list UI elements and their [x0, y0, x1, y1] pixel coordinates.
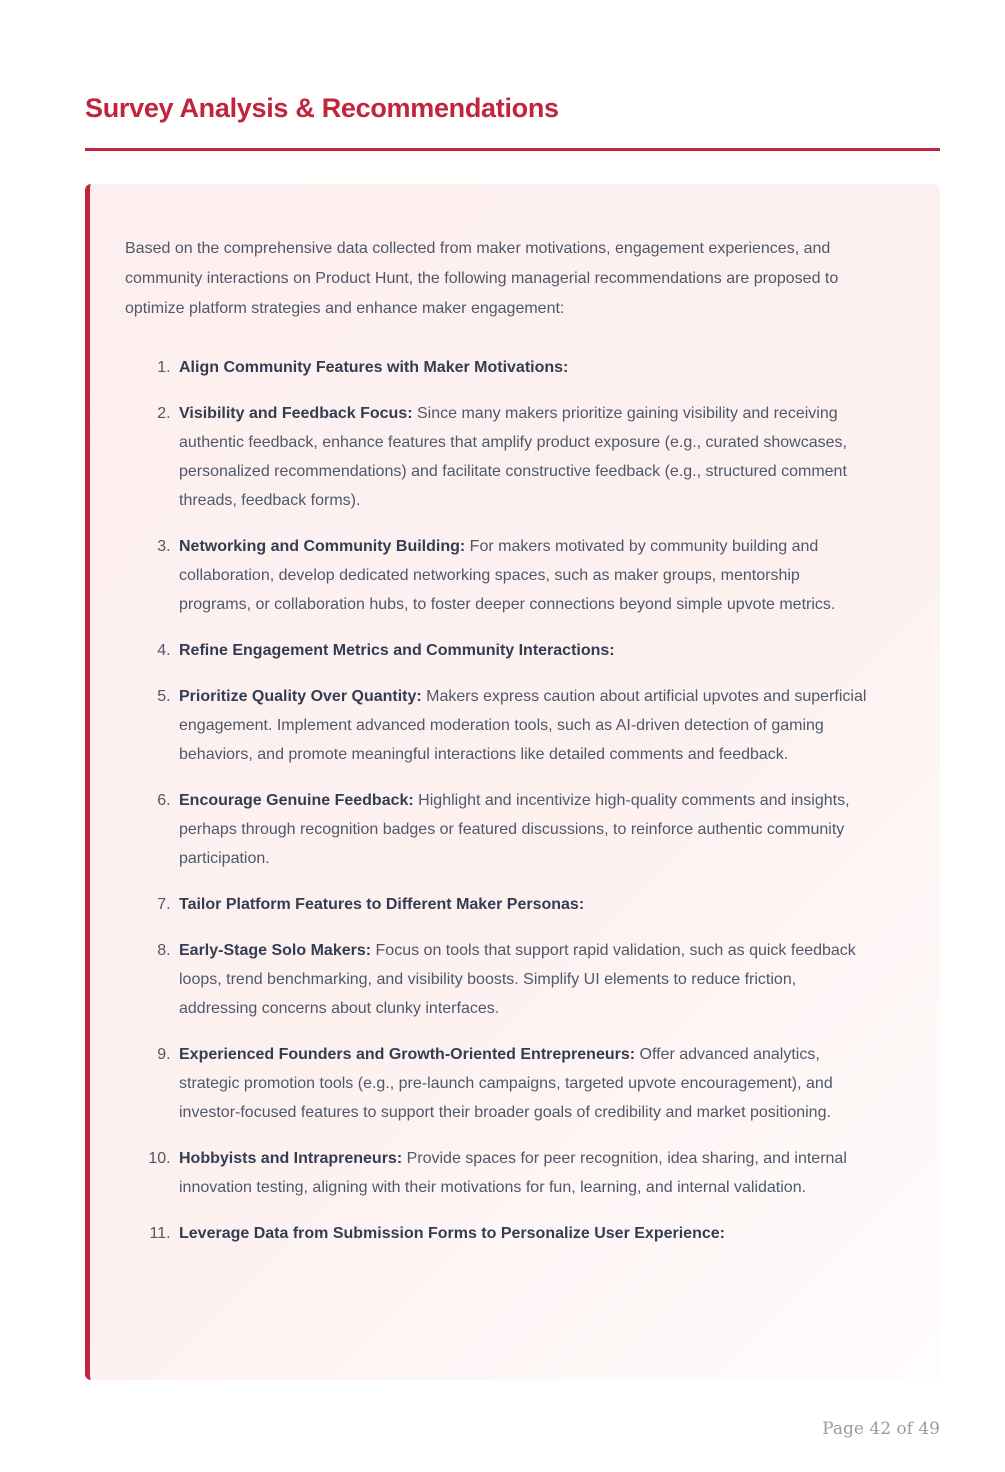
- recommendation-text: Highlight and incentivize high-quality comments and insights, perhaps through recognition badges or featured discussions, to reinforce authentic community participation.: [179, 792, 850, 868]
- recommendation-label: Prioritize Quality Over Quantity:: [179, 688, 422, 706]
- recommendation-item: [175, 636, 870, 665]
- recommendation-label: Align Community Features with Maker Motivations:: [179, 359, 569, 377]
- recommendation-item: [175, 353, 870, 382]
- recommendation-item: [175, 399, 870, 515]
- recommendation-text: Since many makers prioritize gaining visibility and receiving authentic feedback, enhance features that amplify product exposure (e.g., curated showcases, personalized recommendations) and facilitate constructive feedback (e.g., structured comment threads, feedback forms).: [179, 405, 847, 510]
- intro-paragraph: Based on the comprehensive data collected from maker motivations, engagement experiences, and community interactions on Product Hunt, the following managerial recommendations are proposed to optimize platform strategies and enhance maker engagement:: [125, 240, 839, 318]
- recommendation-label: Networking and Community Building:: [179, 538, 466, 556]
- recommendation-label: Visibility and Feedback Focus:: [179, 405, 413, 423]
- recommendation-item: [175, 1144, 870, 1202]
- recommendation-item: [175, 786, 870, 873]
- title-underline-divider: [85, 148, 940, 151]
- recommendation-label: Leverage Data from Submission Forms to Personalize User Experience:: [179, 1225, 725, 1243]
- recommendation-text: Provide spaces for peer recognition, idea sharing, and internal innovation testing, aligning with their motivations for fun, learning, and internal validation.: [179, 1150, 847, 1197]
- recommendation-item: [175, 936, 870, 1023]
- recommendations-panel: [85, 184, 940, 1380]
- recommendation-item: [175, 682, 870, 769]
- recommendation-item: [175, 1040, 870, 1127]
- recommendation-item: [175, 532, 870, 619]
- recommendation-label: Experienced Founders and Growth-Oriented Entrepreneurs:: [179, 1046, 636, 1064]
- recommendation-text: For makers motivated by community building and collaboration, develop dedicated networking spaces, such as maker groups, mentorship programs, or collaboration hubs, to foster deeper connections beyond simple upvote metrics.: [179, 538, 836, 614]
- recommendation-label: Refine Engagement Metrics and Community Interactions:: [179, 642, 615, 660]
- page-number: Page 42 of 49: [822, 1419, 940, 1439]
- recommendation-label: Encourage Genuine Feedback:: [179, 792, 414, 810]
- recommendations-list: [125, 353, 870, 1248]
- page-title: Survey Analysis & Recommendations: [85, 93, 559, 123]
- recommendation-text: Makers express caution about artificial upvotes and superficial engagement. Implement advanced moderation tools, such as AI-driven detection of gaming behaviors, and promote meaningful interactions like detailed comments and feedback.: [179, 688, 867, 764]
- recommendation-label: Early-Stage Solo Makers:: [179, 942, 372, 960]
- recommendation-text: Offer advanced analytics, strategic promotion tools (e.g., pre-launch campaigns, targeted upvote encouragement), and investor-focused features to support their broader goals of credibility and market positioning.: [179, 1046, 833, 1122]
- recommendation-label: Tailor Platform Features to Different Maker Personas:: [179, 896, 585, 914]
- recommendation-label: Hobbyists and Intrapreneurs:: [179, 1150, 403, 1168]
- recommendation-text: Focus on tools that support rapid validation, such as quick feedback loops, trend benchmarking, and visibility boosts. Simplify UI elements to reduce friction, addressing concerns about clunky interfaces.: [179, 942, 856, 1018]
- recommendation-item: [175, 1219, 870, 1248]
- recommendation-item: [175, 890, 870, 919]
